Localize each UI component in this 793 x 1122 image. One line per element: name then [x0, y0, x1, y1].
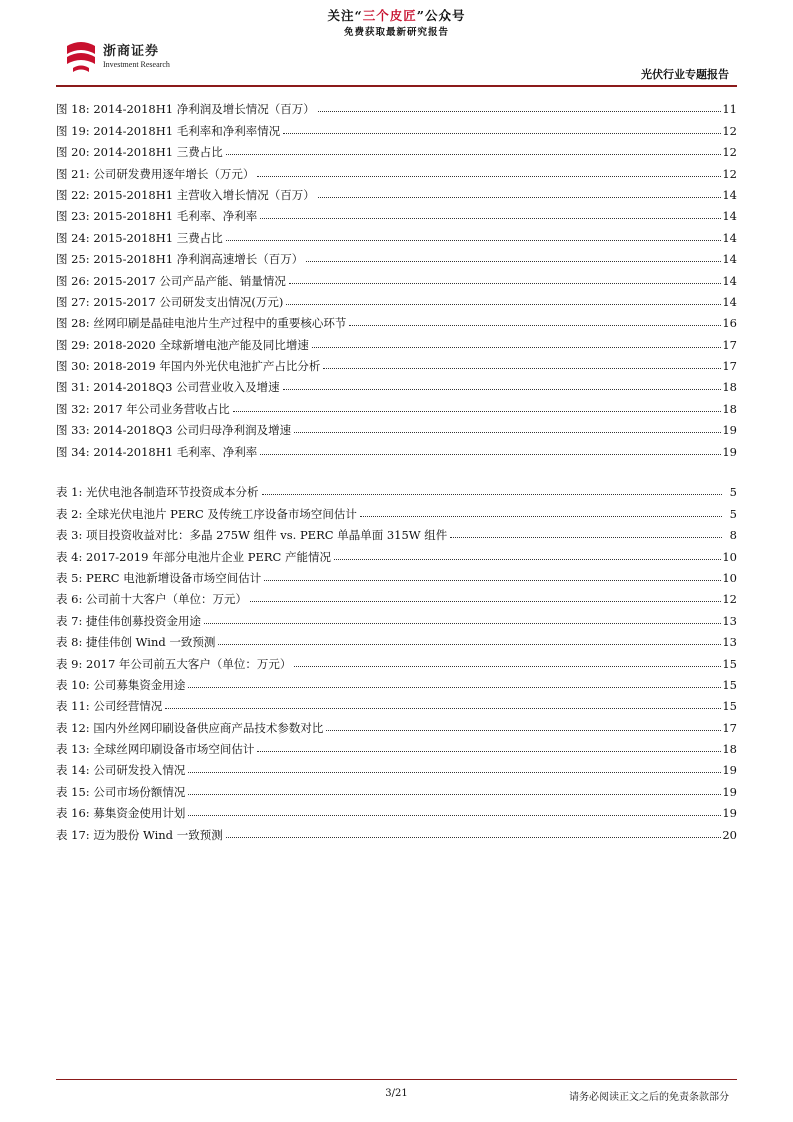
figure-toc-entry-page: 16 — [722, 316, 737, 331]
brand-subtitle: Investment Research — [103, 60, 170, 69]
table-toc-entry-page: 10 — [722, 570, 737, 585]
table-toc-entry-page: 15 — [722, 656, 737, 671]
table-toc-entry-page: 19 — [722, 763, 737, 778]
table-toc-entry[interactable] — [56, 713, 737, 734]
figure-toc-entry-page: 19 — [722, 423, 737, 438]
figure-toc-entry-label: 图 19: 2014-2018H1 毛利率和净利率情况 — [56, 123, 281, 138]
table-toc-entry-page: 5 — [729, 485, 737, 500]
dot-leader — [165, 708, 721, 709]
figure-toc-entry[interactable] — [56, 416, 737, 437]
figure-list — [56, 95, 737, 459]
figure-toc-entry-label: 图 33: 2014-2018Q3 公司归母净利润及增速 — [56, 423, 292, 438]
table-toc-entry-label: 表 4: 2017-2019 年部分电池片企业 PERC 产能情况 — [56, 549, 331, 564]
dot-leader — [318, 197, 722, 198]
table-toc-entry-page: 5 — [729, 506, 737, 521]
brand-name: 浙商证券 — [103, 44, 160, 59]
figure-toc-entry[interactable] — [56, 245, 737, 266]
table-toc-entry-page: 15 — [722, 677, 737, 692]
table-toc-entry[interactable] — [56, 606, 737, 627]
dot-leader — [233, 411, 722, 412]
table-toc-entry[interactable] — [56, 799, 737, 820]
dot-leader — [323, 368, 721, 369]
dot-leader — [257, 751, 721, 752]
table-toc-entry-label: 表 11: 公司经营情况 — [56, 699, 163, 714]
promo-pre: 关注“ — [327, 8, 363, 23]
table-toc-entry-label: 表 3: 项目投资收益对比：多晶 275W 组件 vs. PERC 单晶单面 315W 组件 — [56, 528, 448, 543]
table-toc-entry-label: 表 12: 国内外丝网印刷设备供应商产品技术参数对比 — [56, 720, 324, 735]
dot-leader — [318, 111, 722, 112]
table-toc-entry-label: 表 2: 全球光伏电池片 PERC 及传统工序设备市场空间估计 — [56, 506, 357, 521]
figure-toc-entry-page: 19 — [722, 444, 737, 459]
table-toc-entry[interactable] — [56, 820, 737, 841]
table-toc-entry-label: 表 1: 光伏电池各制造环节投资成本分析 — [56, 485, 259, 500]
dot-leader — [294, 432, 721, 433]
figure-toc-entry-label: 图 27: 2015-2017 公司研发支出情况(万元) — [56, 294, 284, 309]
figure-toc-entry[interactable] — [56, 138, 737, 159]
table-toc-entry-page: 12 — [722, 592, 737, 607]
figure-toc-entry-page: 14 — [722, 230, 737, 245]
dot-leader — [326, 730, 721, 731]
dot-leader — [188, 794, 721, 795]
figure-toc-entry-page: 17 — [722, 337, 737, 352]
table-toc-entry[interactable] — [56, 692, 737, 713]
figure-toc-entry-page: 17 — [722, 359, 737, 374]
dot-leader — [349, 325, 721, 326]
table-toc-entry[interactable] — [56, 628, 737, 649]
figure-toc-entry-label: 图 22: 2015-2018H1 主营收入增长情况（百万） — [56, 187, 315, 202]
figure-toc-entry-label: 图 32: 2017 年公司业务营收占比 — [56, 401, 230, 416]
dot-leader — [250, 601, 721, 602]
figure-toc-entry-page: 12 — [722, 166, 737, 181]
page-number: 3/21 — [385, 1088, 408, 1099]
figure-toc-entry-label: 图 31: 2014-2018Q3 公司营业收入及增速 — [56, 380, 280, 395]
dot-leader — [257, 176, 721, 177]
figure-toc-entry[interactable] — [56, 330, 737, 351]
report-title: 光伏行业专题报告 — [641, 68, 729, 81]
table-toc-entry-label: 表 10: 公司募集资金用途 — [56, 677, 186, 692]
dot-leader — [188, 772, 721, 773]
dot-leader — [204, 623, 721, 624]
table-toc-entry-label: 表 14: 公司研发投入情况 — [56, 763, 186, 778]
figure-toc-entry[interactable] — [56, 288, 737, 309]
dot-leader — [188, 687, 721, 688]
figure-toc-entry-page: 18 — [722, 401, 737, 416]
dot-leader — [226, 240, 722, 241]
figure-toc-entry-label: 图 26: 2015-2017 公司产品产能、销量情况 — [56, 273, 286, 288]
figure-toc-entry[interactable] — [56, 394, 737, 415]
dot-leader — [306, 261, 721, 262]
figure-toc-entry-label: 图 28: 丝网印刷是晶硅电池片生产过程中的重要核心环节 — [56, 316, 347, 331]
dot-leader — [294, 666, 721, 667]
footer-divider — [56, 1079, 737, 1080]
dot-leader — [283, 133, 721, 134]
dot-leader — [286, 304, 721, 305]
table-toc-entry-page: 19 — [722, 784, 737, 799]
figure-toc-entry[interactable] — [56, 223, 737, 244]
figure-toc-entry-page: 14 — [722, 252, 737, 267]
brand-logo — [63, 40, 170, 74]
figure-toc-entry-label: 图 29: 2018-2020 全球新增电池产能及同比增速 — [56, 337, 309, 352]
figure-toc-entry-page: 18 — [722, 380, 737, 395]
figure-toc-entry-label: 图 20: 2014-2018H1 三费占比 — [56, 145, 223, 160]
table-toc-entry-label: 表 16: 募集资金使用计划 — [56, 806, 186, 821]
table-toc-entry[interactable] — [56, 521, 737, 542]
dot-leader — [188, 815, 721, 816]
figure-toc-entry[interactable] — [56, 159, 737, 180]
dot-leader — [262, 494, 722, 495]
promo-subtitle: 免费获取最新研究报告 — [343, 27, 449, 38]
table-toc-entry-page: 10 — [722, 549, 737, 564]
dot-leader — [312, 347, 721, 348]
figure-toc-entry-label: 图 23: 2015-2018H1 毛利率、净利率 — [56, 209, 258, 224]
figure-toc-entry-page: 14 — [722, 294, 737, 309]
dot-leader — [289, 283, 721, 284]
figure-toc-entry-page: 11 — [722, 102, 737, 117]
figure-toc-entry-page: 12 — [722, 145, 737, 160]
table-toc-entry-label: 表 17: 迈为股份 Wind 一致预测 — [56, 827, 223, 842]
header-divider — [56, 85, 737, 87]
table-toc-entry-page: 18 — [722, 742, 737, 757]
dot-leader — [260, 218, 721, 219]
table-toc-entry-label: 表 7: 捷佳伟创募投资金用途 — [56, 613, 202, 628]
figure-toc-entry-label: 图 18: 2014-2018H1 净利润及增长情况（百万） — [56, 102, 315, 117]
table-toc-entry-page: 8 — [729, 528, 737, 543]
figure-toc-entry[interactable] — [56, 181, 737, 202]
dot-leader — [334, 559, 721, 560]
dot-leader — [264, 580, 721, 581]
table-toc-entry-page: 19 — [722, 806, 737, 821]
table-toc-entry-label: 表 15: 公司市场份额情况 — [56, 784, 186, 799]
table-toc-entry[interactable] — [56, 564, 737, 585]
figure-toc-entry-label: 图 21: 公司研发费用逐年增长（万元） — [56, 166, 255, 181]
figure-toc-entry-page: 14 — [722, 187, 737, 202]
footer-disclaimer: 请务必阅读正文之后的免责条款部分 — [569, 1092, 729, 1103]
table-toc-entry[interactable] — [56, 756, 737, 777]
table-toc-entry[interactable] — [56, 649, 737, 670]
figure-toc-entry[interactable] — [56, 352, 737, 373]
table-toc-entry-label: 表 5: PERC 电池新增设备市场空间估计 — [56, 570, 262, 585]
table-toc-entry[interactable] — [56, 585, 737, 606]
figure-toc-entry[interactable] — [56, 373, 737, 394]
table-toc-entry-page: 20 — [722, 827, 737, 842]
dot-leader — [360, 516, 722, 517]
figure-toc-entry-label: 图 24: 2015-2018H1 三费占比 — [56, 230, 223, 245]
table-toc-entry[interactable] — [56, 671, 737, 692]
brand-logo-icon — [63, 40, 99, 74]
figure-toc-entry-page: 12 — [722, 123, 737, 138]
promo-post: ”公众号 — [416, 8, 466, 23]
promo-banner — [0, 6, 793, 24]
dot-leader — [218, 644, 721, 645]
promo-highlight: 三个皮匠 — [362, 8, 417, 23]
figure-toc-entry-label: 图 30: 2018-2019 年国内外光伏电池扩产占比分析 — [56, 359, 321, 374]
table-toc-entry-label: 表 8: 捷佳伟创 Wind 一致预测 — [56, 635, 216, 650]
table-toc-entry-page: 15 — [722, 699, 737, 714]
table-toc-entry[interactable] — [56, 478, 737, 499]
table-toc-entry[interactable] — [56, 735, 737, 756]
figure-toc-entry[interactable] — [56, 266, 737, 287]
figure-toc-entry[interactable] — [56, 116, 737, 137]
table-toc-entry[interactable] — [56, 542, 737, 563]
table-list — [56, 478, 737, 842]
dot-leader — [226, 154, 722, 155]
dot-leader — [283, 389, 722, 390]
table-toc-entry[interactable] — [56, 777, 737, 798]
dot-leader — [260, 454, 721, 455]
table-toc-entry-page: 13 — [722, 613, 737, 628]
figure-toc-entry-label: 图 25: 2015-2018H1 净利润高速增长（百万） — [56, 252, 304, 267]
table-toc-entry-page: 13 — [722, 635, 737, 650]
figure-toc-entry-label: 图 34: 2014-2018H1 毛利率、净利率 — [56, 444, 258, 459]
table-toc-entry-label: 表 13: 全球丝网印刷设备市场空间估计 — [56, 742, 255, 757]
figure-toc-entry[interactable] — [56, 95, 737, 116]
dot-leader — [450, 537, 722, 538]
figure-toc-entry-page: 14 — [722, 209, 737, 224]
figure-toc-entry-page: 14 — [722, 273, 737, 288]
figure-toc-entry[interactable] — [56, 202, 737, 223]
dot-leader — [226, 837, 722, 838]
table-toc-entry-page: 17 — [722, 720, 737, 735]
figure-toc-entry[interactable] — [56, 309, 737, 330]
table-toc-entry-label: 表 6: 公司前十大客户（单位：万元） — [56, 592, 248, 607]
figure-toc-entry[interactable] — [56, 437, 737, 458]
table-toc-entry-label: 表 9: 2017 年公司前五大客户（单位：万元） — [56, 656, 292, 671]
table-toc-entry[interactable] — [56, 499, 737, 520]
